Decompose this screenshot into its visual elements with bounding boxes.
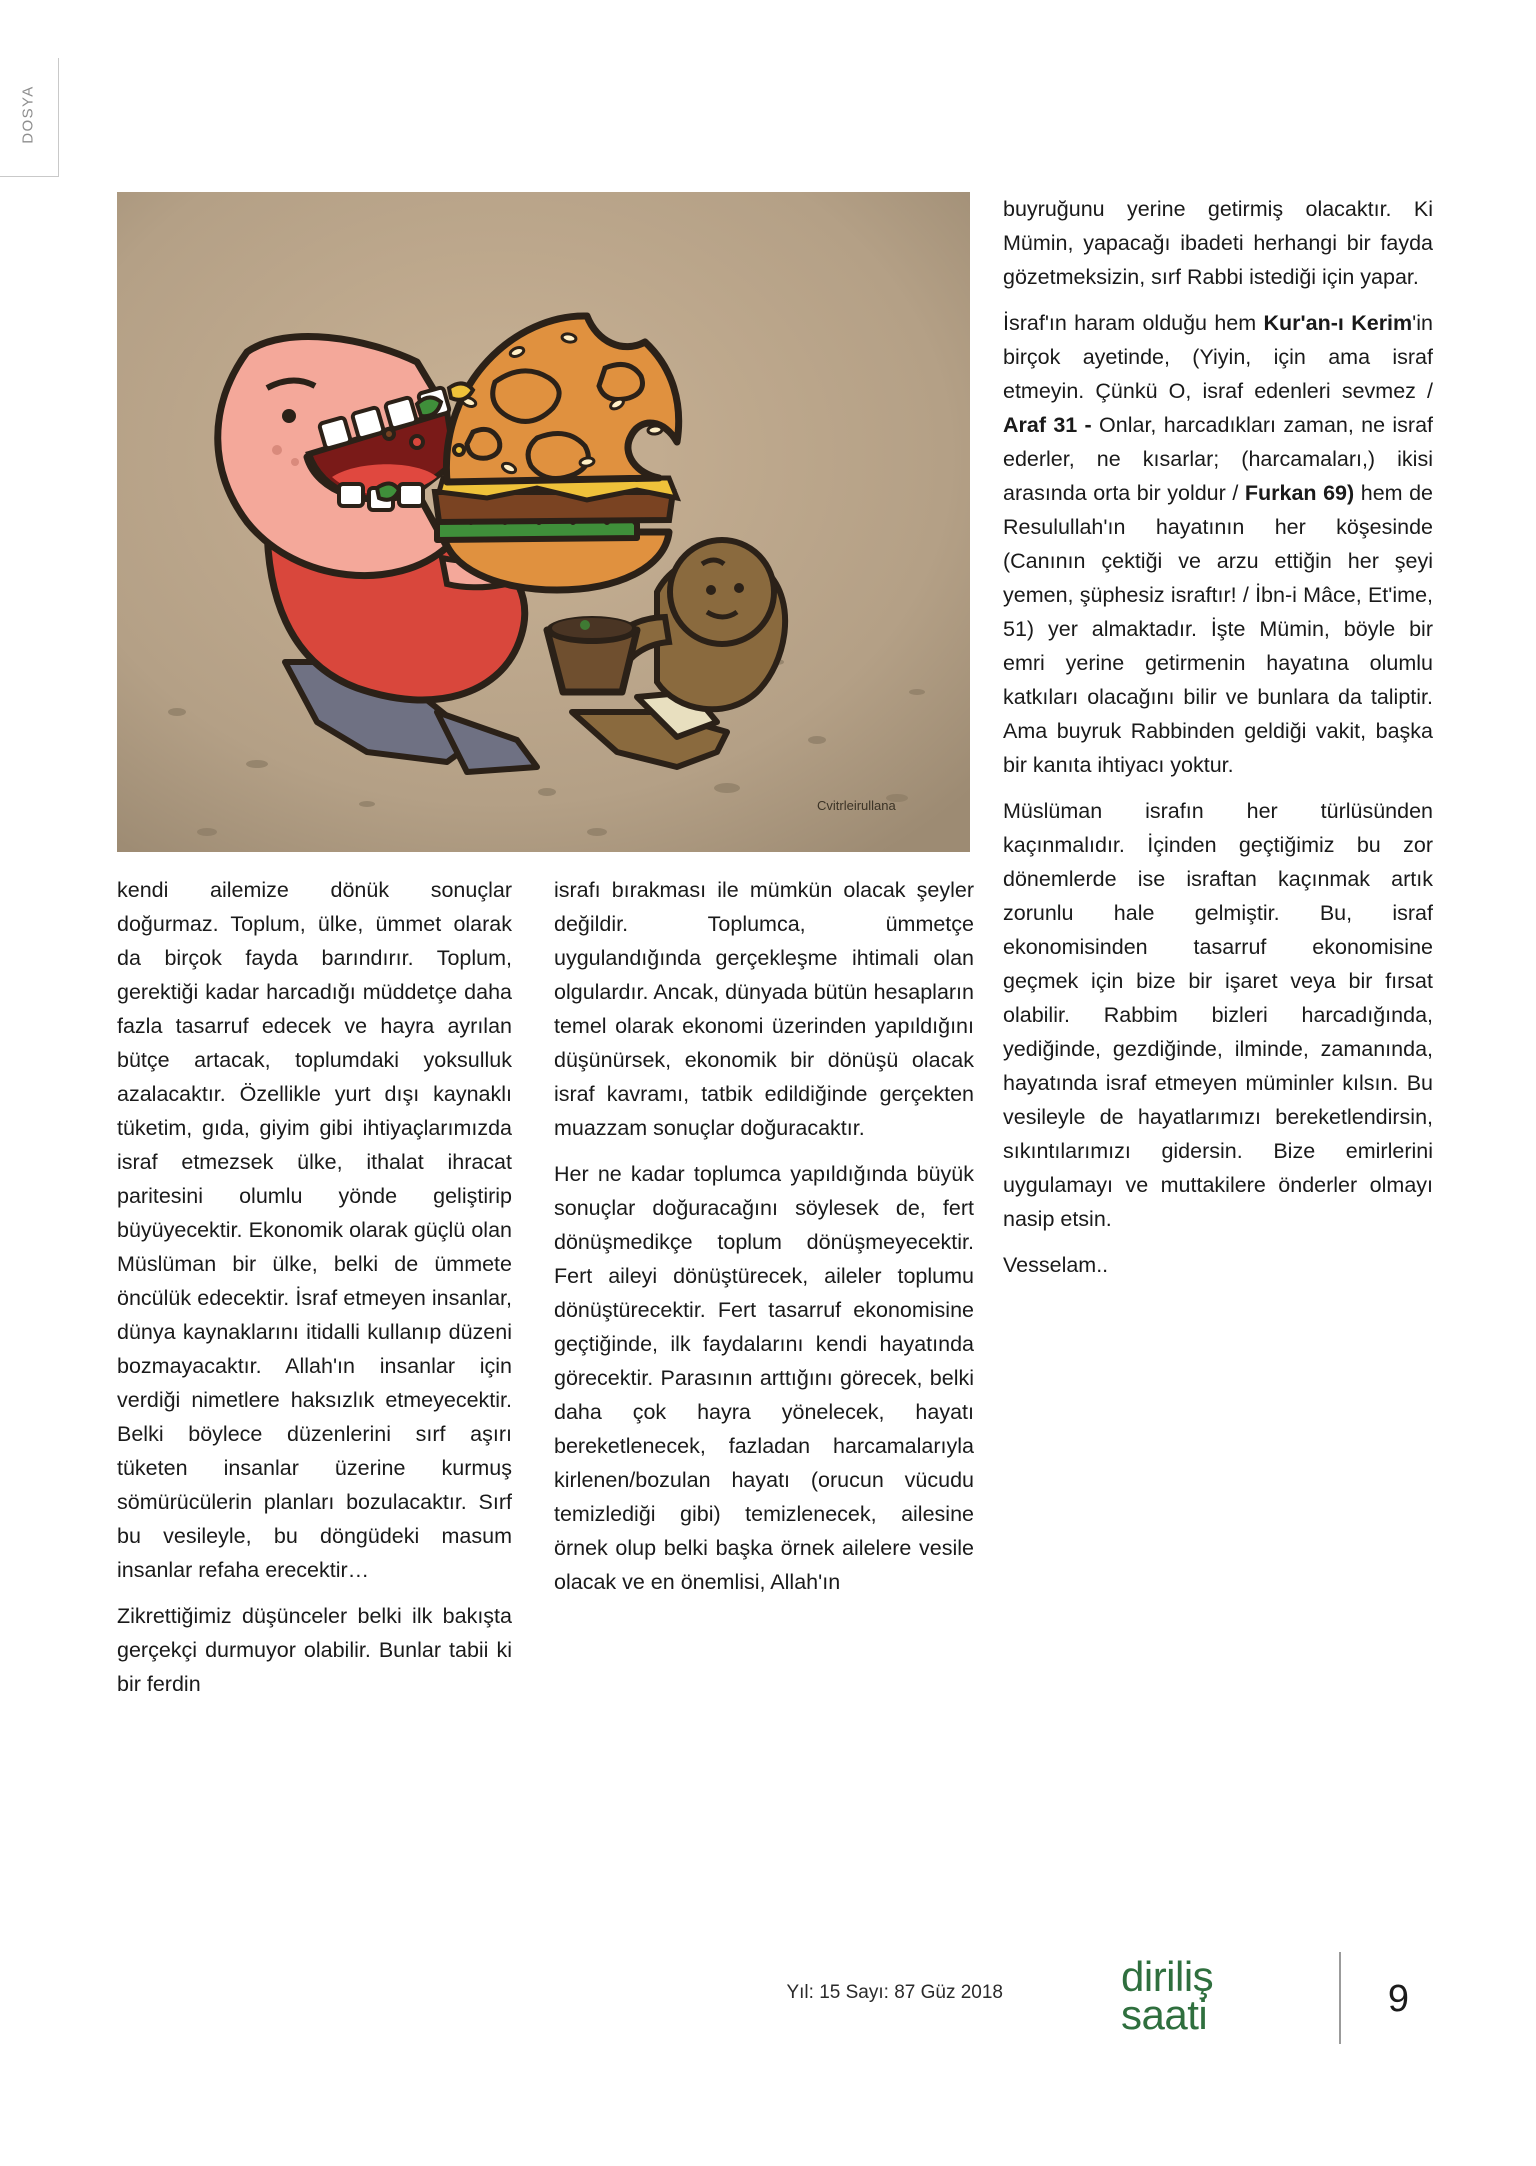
cartoon-illustration-svg xyxy=(117,192,970,852)
body-column-1 xyxy=(117,873,512,1948)
text-run: Onlar, harcadıkları zaman, ne israf ederler, ne kısarlar; (harcamaları,) ikisi arasında orta bir yoldur / xyxy=(1003,413,1433,505)
reference-araf: Araf 31 - xyxy=(1003,413,1092,437)
section-tab xyxy=(0,58,59,177)
paragraph: buyruğunu yerine getirmiş olacaktır. Ki Mümin, yapacağı ibadeti herhangi bir fayda gözetmeksizin, sırf Rabbi istediği için yapar. xyxy=(1003,197,1433,289)
article-illustration xyxy=(117,192,970,852)
reference-kuran: Kur'an-ı Kerim xyxy=(1263,311,1413,335)
body-column-2 xyxy=(554,873,974,1948)
footer-divider xyxy=(1339,1952,1341,2044)
logo-line-1: diriliş xyxy=(1121,1953,1214,2000)
closing-paragraph: Vesselam.. xyxy=(1003,1253,1109,1277)
paragraph: Her ne kadar toplumca yapıldığında büyük sonuçlar doğuracağını söylesek de, fert dönüşmedikçe toplum dönüşmeyecektir. Fert aileyi dönüştürecek, aileler toplumu dönüştürecektir. Fert tasarruf ekonomisine geçtiğinde, ilk faydalarını kendi hayatında görecektir. Parasının arttığını görecek, belki daha çok hayra yönelecek, hayatı bereketlenecek, fazladan harcamalarıyla kirlenen/bozulan hayatı (orucun vücudu temizlediği gibi) temizlenecek, ailesine örnek olup belki başka örnek ailelere vesile olacak ve en önemlisi, Allah'ın xyxy=(554,1162,974,1594)
section-tab-label: DOSYA xyxy=(19,85,37,144)
paragraph: Zikrettiğimiz düşünceler belki ilk bakışta gerçekçi durmuyor olabilir. Bunlar tabii ki bir ferdin xyxy=(117,1604,512,1696)
paragraph: Müslüman israfın her türlüsünden kaçınmalıdır. İçinden geçtiğimiz bu zor dönemlerde ise israftan kaçınmak artık zorunlu hale gelmiştir. Bu, israf ekonomisinden tasarruf ekonomisine geçmek için bize bir işaret veya bir fırsat olabilir. Rabbim bizleri harcadığında, yediğinde, gezdiğinde, ilminde, zamanında, hayatında israf etmeyen müminler kılsın. Bu vesileyle de hayatlarımızı bereketlendirsin, sıkıntılarımızı gidersin. Bize emirlerini uygulamayı ve muttakilere önderler olmayı nasip etsin. xyxy=(1003,799,1433,1231)
paragraph-with-references xyxy=(1003,306,1433,782)
page-number: 9 xyxy=(1387,1978,1409,2020)
reference-furkan: Furkan 69) xyxy=(1244,481,1355,505)
paragraph: israfı bırakması ile mümkün olacak şeyler değildir. Toplumca, ümmetçe uygulandığında gerçekleşme ihtimali olan olgulardır. Ancak, dünyada bütün hesapların temel olarak ekonomi üzerinden yapıldığını düşünürsek, ekonomik bir dönüşü olacak israf kavramı, tatbik edildiğinde gerçekten muazzam sonuçlar doğuracaktır. xyxy=(554,878,974,1140)
illustration-signature: Cvitrleirullana xyxy=(817,798,896,813)
magazine-logo xyxy=(1121,1953,1311,2038)
logo-line-2: saati xyxy=(1121,1991,1208,2038)
text-run: 'in birçok ayetinde, (Yiyin, için ama israf etmeyin. Çünkü O, israf edenleri sevmez / xyxy=(1003,311,1433,403)
paragraph: kendi ailemize dönük sonuçlar doğurmaz. Toplum, ülke, ümmet olarak da birçok fayda barındırır. Toplum, gerektiği kadar harcadığı müddetçe daha fazla tasarruf edecek ve hayra ayrılan bütçe artacak, toplumdaki yoksulluk azalacaktır. Özellikle yurt dışı kaynaklı tüketim, gıda, giyim gibi ihtiyaçlarımızda israf etmezsek ülke, ithalat ihracat paritesini olumlu yönde geliştirip büyüyecektir. Ekonomik olarak güçlü olan Müslüman bir ülke, belki de ümmete öncülük edecektir. İsraf etmeyen insanlar, dünya kaynaklarını itidalli kullanıp düzeni bozmayacaktır. Allah'ın insanlar için verdiği nimetlere haksızlık etmeyecektir. Belki böylece düzenlerini sırf aşırı tüketen insanlar üzerine kurmuş sömürücülerin planları bozulacaktır. Sırf bu vesileyle, bu döngüdeki masum insanlar refaha erecektir… xyxy=(117,878,512,1582)
page-footer xyxy=(117,1952,1433,2048)
text-run: İsraf'ın haram olduğu hem xyxy=(1003,311,1264,335)
issue-info: Yıl: 15 Sayı: 87 Güz 2018 xyxy=(786,1982,1003,2003)
body-column-3 xyxy=(1003,192,1433,1752)
text-run: hem de Resulullah'ın hayatının her köşesinde (Canının çektiği ve arzu ettiğin her şeyi yemen, şüphesiz israftır! / İbn-i Mâce, Et'ime, 51) yer almaktadır. İşte Mümin, böyle bir emri yerine getirmenin hayatına olumlu katkıları olacağını bilir ve bunlara da taliptir. Ama buyruk Rabbinden geldiği vakit, başka bir kanıta ihtiyacı yoktur. xyxy=(1003,481,1434,777)
